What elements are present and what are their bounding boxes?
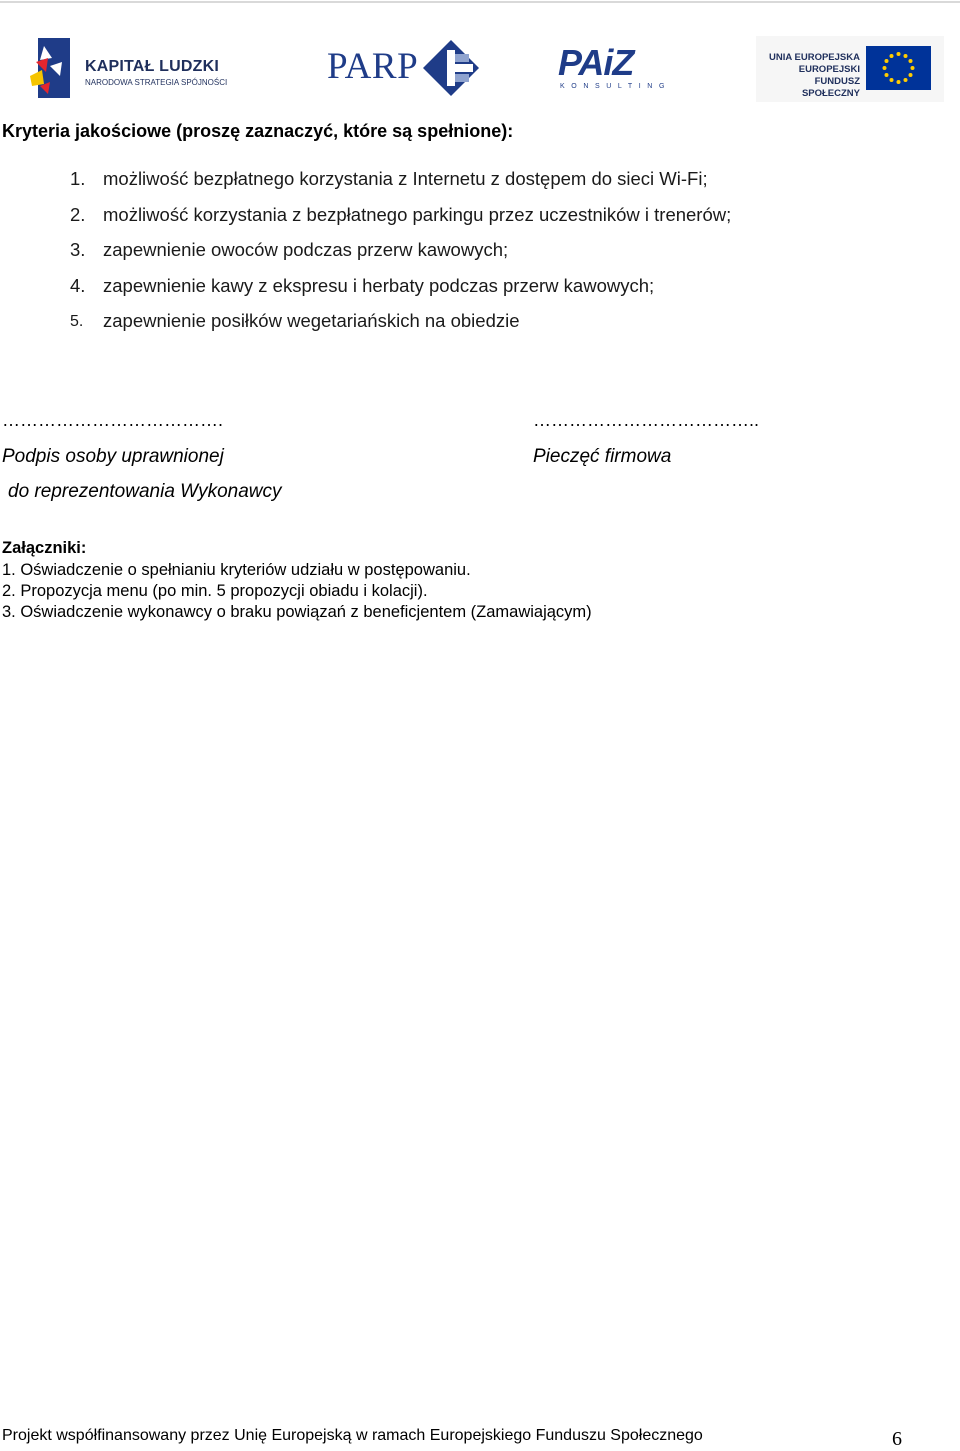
signature-line-left: ……………………………….: [2, 410, 224, 430]
eu-flag-icon: [866, 46, 931, 90]
kapital-ludzki-subtitle: NARODOWA STRATEGIA SPÓJNOŚCI: [85, 78, 228, 87]
page-number: 6: [892, 1428, 902, 1450]
signature-label-line-1: Podpis osoby uprawnionej: [2, 446, 224, 467]
parp-diamond-icon: [423, 40, 479, 96]
footer-text: Projekt współfinansowany przez Unię Europejską w ramach Europejskiego Funduszu Społecznego: [2, 1427, 703, 1444]
list-item-text: możliwość korzystania z bezpłatnego parkingu przez uczestników i trenerów;: [103, 204, 732, 225]
eu-logo: [756, 36, 944, 102]
list-item-number: 5.: [70, 313, 84, 330]
paiz-subtitle: KONSULTING: [560, 83, 671, 90]
attachment-item: 2. Propozycja menu (po min. 5 propozycji obiadu i kolacji).: [2, 582, 428, 600]
paiz-wordmark: PAiZ: [558, 42, 634, 83]
paiz-logo: [558, 42, 671, 95]
list-item-text: możliwość bezpłatnego korzystania z Internetu z dostępem do sieci Wi-Fi;: [103, 168, 708, 189]
list-item-text: zapewnienie posiłków wegetariańskich na obiedzie: [103, 310, 520, 331]
attachment-item: 3. Oświadczenie wykonawcy o braku powiązań z beneficjentem (Zamawiającym): [2, 603, 592, 621]
signature-line-right: ………………………………..: [533, 410, 760, 430]
list-item-number: 3.: [70, 239, 86, 260]
kapital-ludzki-title: KAPITAŁ LUDZKI: [85, 58, 220, 75]
stamp-label: Pieczęć firmowa: [533, 446, 672, 467]
list-item-text: zapewnienie kawy z ekspresu i herbaty podczas przerw kawowych;: [103, 275, 655, 296]
eu-logo-line-3: FUNDUSZ SPOŁECZNY: [801, 76, 860, 99]
list-item-number: 1.: [70, 168, 86, 189]
signature-label-line-2: do reprezentowania Wykonawcy: [8, 481, 282, 502]
page-top-border: [0, 1, 960, 3]
list-item-text: zapewnienie owoców podczas przerw kawowych;: [103, 239, 509, 260]
list-item-number: 2.: [70, 204, 86, 225]
list-item-number: 4.: [70, 275, 86, 296]
kapital-ludzki-logo: [30, 36, 228, 100]
parp-logo: [327, 40, 487, 96]
attachment-item: 1. Oświadczenie o spełnianiu kryteriów udziału w postępowaniu.: [2, 561, 471, 579]
criteria-heading: Kryteria jakościowe (proszę zaznaczyć, które są spełnione):: [2, 121, 514, 141]
eu-logo-text: [768, 52, 860, 100]
kapital-ludzki-emblem-icon: [30, 36, 74, 100]
parp-wordmark: PARP: [327, 46, 419, 87]
eu-logo-line-1: UNIA EUROPEJSKA: [769, 52, 860, 63]
attachments-heading: Załączniki:: [2, 539, 87, 557]
eu-logo-line-2: EUROPEJSKI: [798, 64, 860, 75]
